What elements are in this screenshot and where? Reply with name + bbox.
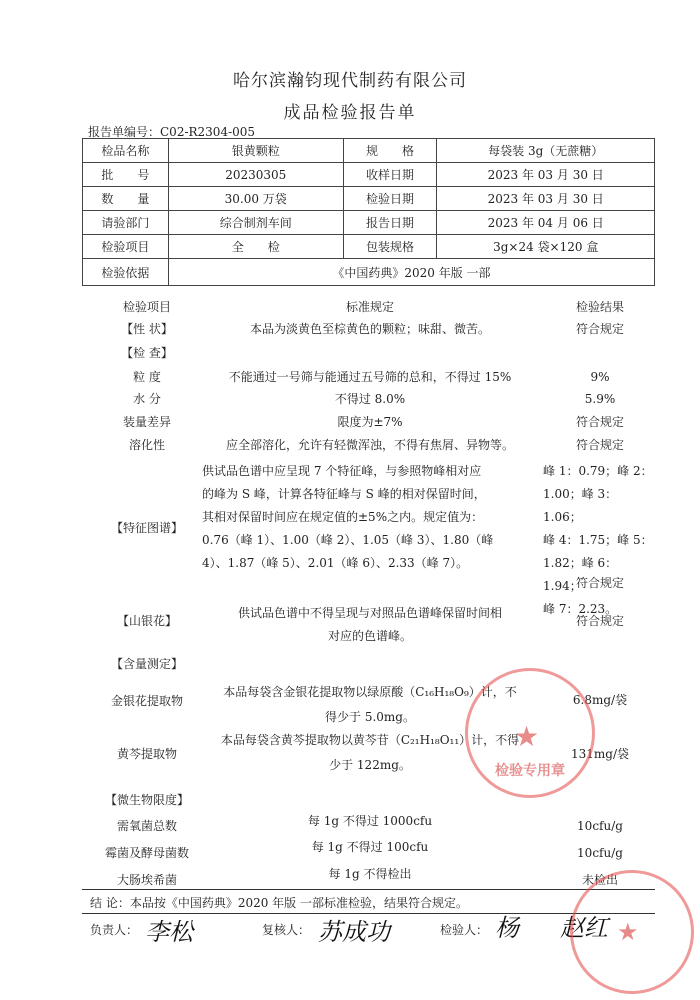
fill-standard: 限度为±7%	[337, 415, 403, 429]
fill-label: 装量差异	[122, 415, 171, 429]
fill-result: 符合规定	[575, 415, 624, 429]
info-cell: 20230305	[168, 163, 343, 187]
conclusion: 结 论：本品按《中国药典》2020 年版 一部标准检验，结果符合规定。	[90, 896, 468, 910]
ecoli-result: 未检出	[581, 873, 618, 887]
info-cell: 请验部门	[83, 211, 169, 235]
fingerprint-result2: 符合规定	[575, 576, 624, 590]
mold-label: 霉菌及酵母菌数	[104, 846, 189, 860]
jyh-line: 得少于 5.0mg。	[325, 710, 415, 724]
granularity-label: 粒 度	[133, 370, 161, 384]
fingerprint-standard	[202, 460, 542, 575]
aerobic-label: 需氧菌总数	[116, 819, 177, 833]
honeysuckle-result: 符合规定	[575, 614, 624, 628]
fingerprint-line: 其相对保留时间应在规定值的±5%之内。规定值为：	[202, 510, 484, 524]
hq-result: 131mg/袋	[570, 747, 629, 761]
water-label: 水 分	[133, 392, 161, 406]
info-row	[83, 211, 655, 235]
seal-text: 检验专用章	[495, 763, 565, 779]
micro-label: 【微生物限度】	[104, 793, 189, 807]
seal-star-icon: ★	[617, 918, 639, 946]
header-result: 检验结果	[575, 300, 624, 314]
info-cell: 3g×24 袋×120 盒	[437, 235, 655, 259]
fingerprint-result-line: 1.82；峰 6：1.94；	[543, 556, 618, 593]
hq-line: 少于 122mg。	[329, 758, 411, 772]
info-row	[83, 163, 655, 187]
principal-signature: 李松	[145, 918, 193, 946]
report-number: 报告单编号：C02-R2304-005	[88, 125, 256, 139]
info-row	[83, 235, 655, 259]
info-cell: 包装规格	[343, 235, 437, 259]
ecoli-label: 大肠埃希菌	[116, 873, 177, 887]
info-row	[83, 139, 655, 163]
hq-line: 本品每袋含黄芩提取物以黄芩苷（C₂₁H₁₈O₁₁）计，不得	[220, 733, 520, 747]
basis-label: 检验依据	[83, 259, 169, 286]
info-cell: 2023 年 03 月 30 日	[437, 163, 655, 187]
mold-result: 10cfu/g	[577, 846, 623, 860]
header-standard: 标准规定	[345, 300, 394, 314]
jyh-label: 金银花提取物	[110, 694, 183, 708]
inspector-signature: 赵红	[560, 914, 608, 942]
info-cell: 数 量	[83, 187, 169, 211]
info-cell: 每袋装 3g（无蔗糖）	[437, 139, 655, 163]
info-cell: 30.00 万袋	[168, 187, 343, 211]
info-cell: 收样日期	[343, 163, 437, 187]
fingerprint-line: 供试品色谱中应呈现 7 个特征峰，与参照物峰相对应	[202, 464, 482, 478]
info-row	[83, 187, 655, 211]
solubility-label: 溶化性	[128, 438, 165, 452]
company-name: 哈尔滨瀚钧现代制药有限公司	[233, 71, 467, 91]
info-cell: 2023 年 03 月 30 日	[437, 187, 655, 211]
water-standard: 不得过 8.0%	[334, 392, 406, 406]
granularity-result: 9%	[590, 370, 610, 384]
aerobic-standard: 每 1g 不得过 1000cfu	[307, 814, 433, 828]
aerobic-result: 10cfu/g	[577, 819, 623, 833]
basis-value: 《中国药典》2020 年版 一部	[168, 259, 654, 286]
fingerprint-line: 的峰为 S 峰，计算各特征峰与 S 峰的相对保留时间，	[202, 487, 486, 501]
info-cell: 规 格	[343, 139, 437, 163]
mold-standard: 每 1g 不得过 100cfu	[311, 840, 429, 854]
header-item: 检验项目	[122, 300, 171, 314]
fingerprint-result-line: 峰 1：0.79；峰 2：	[543, 464, 653, 478]
check-label: 【检 查】	[121, 346, 173, 360]
granularity-standard: 不能通过一号筛与能通过五号筛的总和，不得过 15%	[228, 370, 512, 384]
seal-star-icon: ★	[514, 720, 540, 753]
appearance-standard: 本品为淡黄色至棕黄色的颗粒；味甜、微苦。	[249, 322, 490, 336]
jyh-line: 本品每袋含金银花提取物以绿原酸（C₁₆H₁₈O₉）计，不	[223, 685, 517, 699]
fingerprint-result	[543, 460, 655, 621]
divider	[82, 889, 655, 890]
assay-label: 【含量测定】	[110, 657, 183, 671]
solubility-result: 符合规定	[575, 438, 624, 452]
honeysuckle-label: 【山银花】	[116, 614, 177, 628]
fingerprint-result-line: 峰 7：2.23。	[543, 602, 618, 616]
info-cell: 报告日期	[343, 211, 437, 235]
water-result: 5.9%	[584, 392, 616, 406]
reviewer-signature: 苏成功	[318, 918, 390, 946]
inspector-signature: 杨	[495, 914, 519, 942]
appearance-label: 【性 状】	[121, 322, 173, 336]
reviewer-label: 复核人：	[262, 923, 311, 937]
info-cell: 检验项目	[83, 235, 169, 259]
inspector-label: 检验人：	[440, 923, 489, 937]
info-cell: 全 检	[168, 235, 343, 259]
document-title: 成品检验报告单	[283, 103, 417, 123]
fingerprint-line: 4）、1.87（峰 5）、2.01（峰 6）、2.33（峰 7）。	[202, 556, 469, 570]
info-table	[82, 138, 655, 286]
honeysuckle-standard	[200, 602, 540, 648]
fingerprint-line: 0.76（峰 1）、1.00（峰 2）、1.05（峰 3）、1.80（峰	[202, 533, 494, 547]
ecoli-standard: 每 1g 不得检出	[328, 867, 412, 881]
info-cell: 综合制剂车间	[168, 211, 343, 235]
fingerprint-result-line: 1.00；峰 3：1.06；	[543, 487, 618, 524]
jyh-result: 6.8mg/袋	[572, 693, 628, 707]
info-cell: 检验日期	[343, 187, 437, 211]
honeysuckle-line: 对应的色谱峰。	[327, 629, 412, 643]
fingerprint-label: 【特征图谱】	[110, 521, 183, 535]
principal-label: 负责人：	[90, 923, 139, 937]
solubility-standard: 应全部溶化，允许有轻微浑浊，不得有焦屑、异物等。	[225, 438, 514, 452]
info-cell: 银黄颗粒	[168, 139, 343, 163]
fingerprint-result-line: 峰 4：1.75；峰 5：	[543, 533, 653, 547]
info-cell: 2023 年 04 月 06 日	[437, 211, 655, 235]
info-cell: 检品名称	[83, 139, 169, 163]
info-cell: 批 号	[83, 163, 169, 187]
honeysuckle-line: 供试品色谱中不得呈现与对照品色谱峰保留时间相	[237, 606, 502, 620]
info-row	[83, 259, 655, 286]
appearance-result: 符合规定	[575, 322, 624, 336]
hq-label: 黄芩提取物	[116, 747, 177, 761]
